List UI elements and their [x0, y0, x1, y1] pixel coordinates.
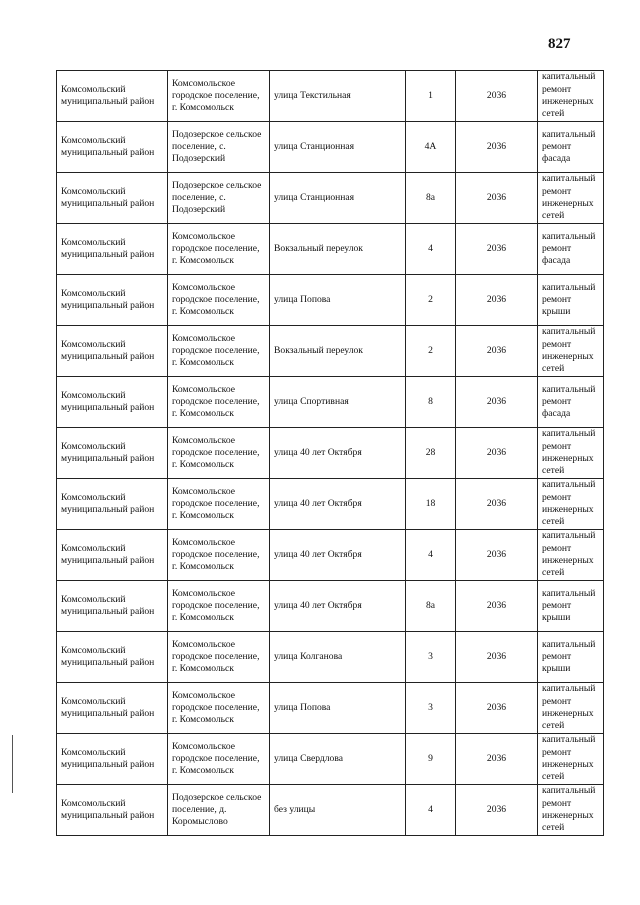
year-cell: 2036: [456, 581, 538, 632]
settlement-cell: Подозерское сельское поселение, с. Подозерский: [168, 122, 270, 173]
table-row: [57, 734, 604, 785]
street-cell: улица Текстильная: [270, 71, 406, 122]
year-cell: 2036: [456, 632, 538, 683]
district-cell: Комсомольский муниципальный район: [57, 683, 168, 734]
year-cell: 2036: [456, 326, 538, 377]
district-cell: Комсомольский муниципальный район: [57, 785, 168, 836]
year-cell: 2036: [456, 734, 538, 785]
house-number-cell: 18: [406, 479, 456, 530]
work-type-cell: капитальный ремонт инженерных сетей: [538, 428, 604, 479]
settlement-cell: Комсомольское городское поселение, г. Комсомольск: [168, 224, 270, 275]
district-cell: Комсомольский муниципальный район: [57, 734, 168, 785]
street-cell: Вокзальный переулок: [270, 326, 406, 377]
table-row: [57, 683, 604, 734]
house-number-cell: 8а: [406, 581, 456, 632]
year-cell: 2036: [456, 173, 538, 224]
settlement-cell: Комсомольское городское поселение, г. Комсомольск: [168, 530, 270, 581]
table-row: [57, 326, 604, 377]
house-number-cell: 4: [406, 224, 456, 275]
work-type-cell: капитальный ремонт фасада: [538, 377, 604, 428]
district-cell: Комсомольский муниципальный район: [57, 71, 168, 122]
house-number-cell: 4: [406, 785, 456, 836]
settlement-cell: Комсомольское городское поселение, г. Комсомольск: [168, 71, 270, 122]
district-cell: Комсомольский муниципальный район: [57, 632, 168, 683]
district-cell: Комсомольский муниципальный район: [57, 224, 168, 275]
house-number-cell: 4А: [406, 122, 456, 173]
year-cell: 2036: [456, 530, 538, 581]
margin-line: [12, 735, 13, 793]
table-row: [57, 71, 604, 122]
settlement-cell: Комсомольское городское поселение, г. Комсомольск: [168, 734, 270, 785]
house-number-cell: 28: [406, 428, 456, 479]
year-cell: 2036: [456, 785, 538, 836]
year-cell: 2036: [456, 479, 538, 530]
work-type-cell: капитальный ремонт фасада: [538, 122, 604, 173]
street-cell: улица Колганова: [270, 632, 406, 683]
work-type-cell: капитальный ремонт инженерных сетей: [538, 173, 604, 224]
house-number-cell: 8: [406, 377, 456, 428]
table-row: [57, 581, 604, 632]
year-cell: 2036: [456, 428, 538, 479]
table-row: [57, 275, 604, 326]
year-cell: 2036: [456, 71, 538, 122]
settlement-cell: Подозерское сельское поселение, д. Коромыслово: [168, 785, 270, 836]
district-cell: Комсомольский муниципальный район: [57, 275, 168, 326]
district-cell: Комсомольский муниципальный район: [57, 530, 168, 581]
work-type-cell: капитальный ремонт инженерных сетей: [538, 530, 604, 581]
house-number-cell: 3: [406, 683, 456, 734]
street-cell: улица 40 лет Октября: [270, 428, 406, 479]
settlement-cell: Комсомольское городское поселение, г. Комсомольск: [168, 377, 270, 428]
work-type-cell: капитальный ремонт крыши: [538, 275, 604, 326]
street-cell: улица Попова: [270, 275, 406, 326]
street-cell: улица 40 лет Октября: [270, 530, 406, 581]
year-cell: 2036: [456, 377, 538, 428]
settlement-cell: Комсомольское городское поселение, г. Комсомольск: [168, 275, 270, 326]
district-cell: Комсомольский муниципальный район: [57, 122, 168, 173]
page-number: 827: [548, 36, 571, 52]
table-row: [57, 122, 604, 173]
settlement-cell: Комсомольское городское поселение, г. Комсомольск: [168, 428, 270, 479]
district-cell: Комсомольский муниципальный район: [57, 428, 168, 479]
settlement-cell: Комсомольское городское поселение, г. Комсомольск: [168, 632, 270, 683]
table-row: [57, 428, 604, 479]
street-cell: улица Станционная: [270, 122, 406, 173]
street-cell: улица 40 лет Октября: [270, 479, 406, 530]
street-cell: Вокзальный переулок: [270, 224, 406, 275]
year-cell: 2036: [456, 683, 538, 734]
house-number-cell: 2: [406, 326, 456, 377]
house-number-cell: 3: [406, 632, 456, 683]
street-cell: улица Спортивная: [270, 377, 406, 428]
table-row: [57, 632, 604, 683]
work-type-cell: капитальный ремонт крыши: [538, 632, 604, 683]
house-number-cell: 8а: [406, 173, 456, 224]
table-row: [57, 479, 604, 530]
district-cell: Комсомольский муниципальный район: [57, 173, 168, 224]
repair-schedule-table: [56, 70, 604, 836]
street-cell: улица 40 лет Октября: [270, 581, 406, 632]
street-cell: улица Станционная: [270, 173, 406, 224]
year-cell: 2036: [456, 122, 538, 173]
house-number-cell: 2: [406, 275, 456, 326]
street-cell: без улицы: [270, 785, 406, 836]
district-cell: Комсомольский муниципальный район: [57, 479, 168, 530]
table-row: [57, 173, 604, 224]
work-type-cell: капитальный ремонт инженерных сетей: [538, 785, 604, 836]
work-type-cell: капитальный ремонт инженерных сетей: [538, 479, 604, 530]
work-type-cell: капитальный ремонт крыши: [538, 581, 604, 632]
table-row: [57, 377, 604, 428]
work-type-cell: капитальный ремонт инженерных сетей: [538, 683, 604, 734]
district-cell: Комсомольский муниципальный район: [57, 326, 168, 377]
settlement-cell: Подозерское сельское поселение, с. Подозерский: [168, 173, 270, 224]
table-row: [57, 785, 604, 836]
year-cell: 2036: [456, 275, 538, 326]
table-body: [57, 71, 604, 836]
district-cell: Комсомольский муниципальный район: [57, 377, 168, 428]
street-cell: улица Свердлова: [270, 734, 406, 785]
street-cell: улица Попова: [270, 683, 406, 734]
work-type-cell: капитальный ремонт инженерных сетей: [538, 734, 604, 785]
table-row: [57, 530, 604, 581]
settlement-cell: Комсомольское городское поселение, г. Комсомольск: [168, 581, 270, 632]
house-number-cell: 4: [406, 530, 456, 581]
house-number-cell: 1: [406, 71, 456, 122]
table-row: [57, 224, 604, 275]
settlement-cell: Комсомольское городское поселение, г. Комсомольск: [168, 683, 270, 734]
settlement-cell: Комсомольское городское поселение, г. Комсомольск: [168, 326, 270, 377]
settlement-cell: Комсомольское городское поселение, г. Комсомольск: [168, 479, 270, 530]
work-type-cell: капитальный ремонт инженерных сетей: [538, 71, 604, 122]
district-cell: Комсомольский муниципальный район: [57, 581, 168, 632]
year-cell: 2036: [456, 224, 538, 275]
house-number-cell: 9: [406, 734, 456, 785]
work-type-cell: капитальный ремонт инженерных сетей: [538, 326, 604, 377]
work-type-cell: капитальный ремонт фасада: [538, 224, 604, 275]
